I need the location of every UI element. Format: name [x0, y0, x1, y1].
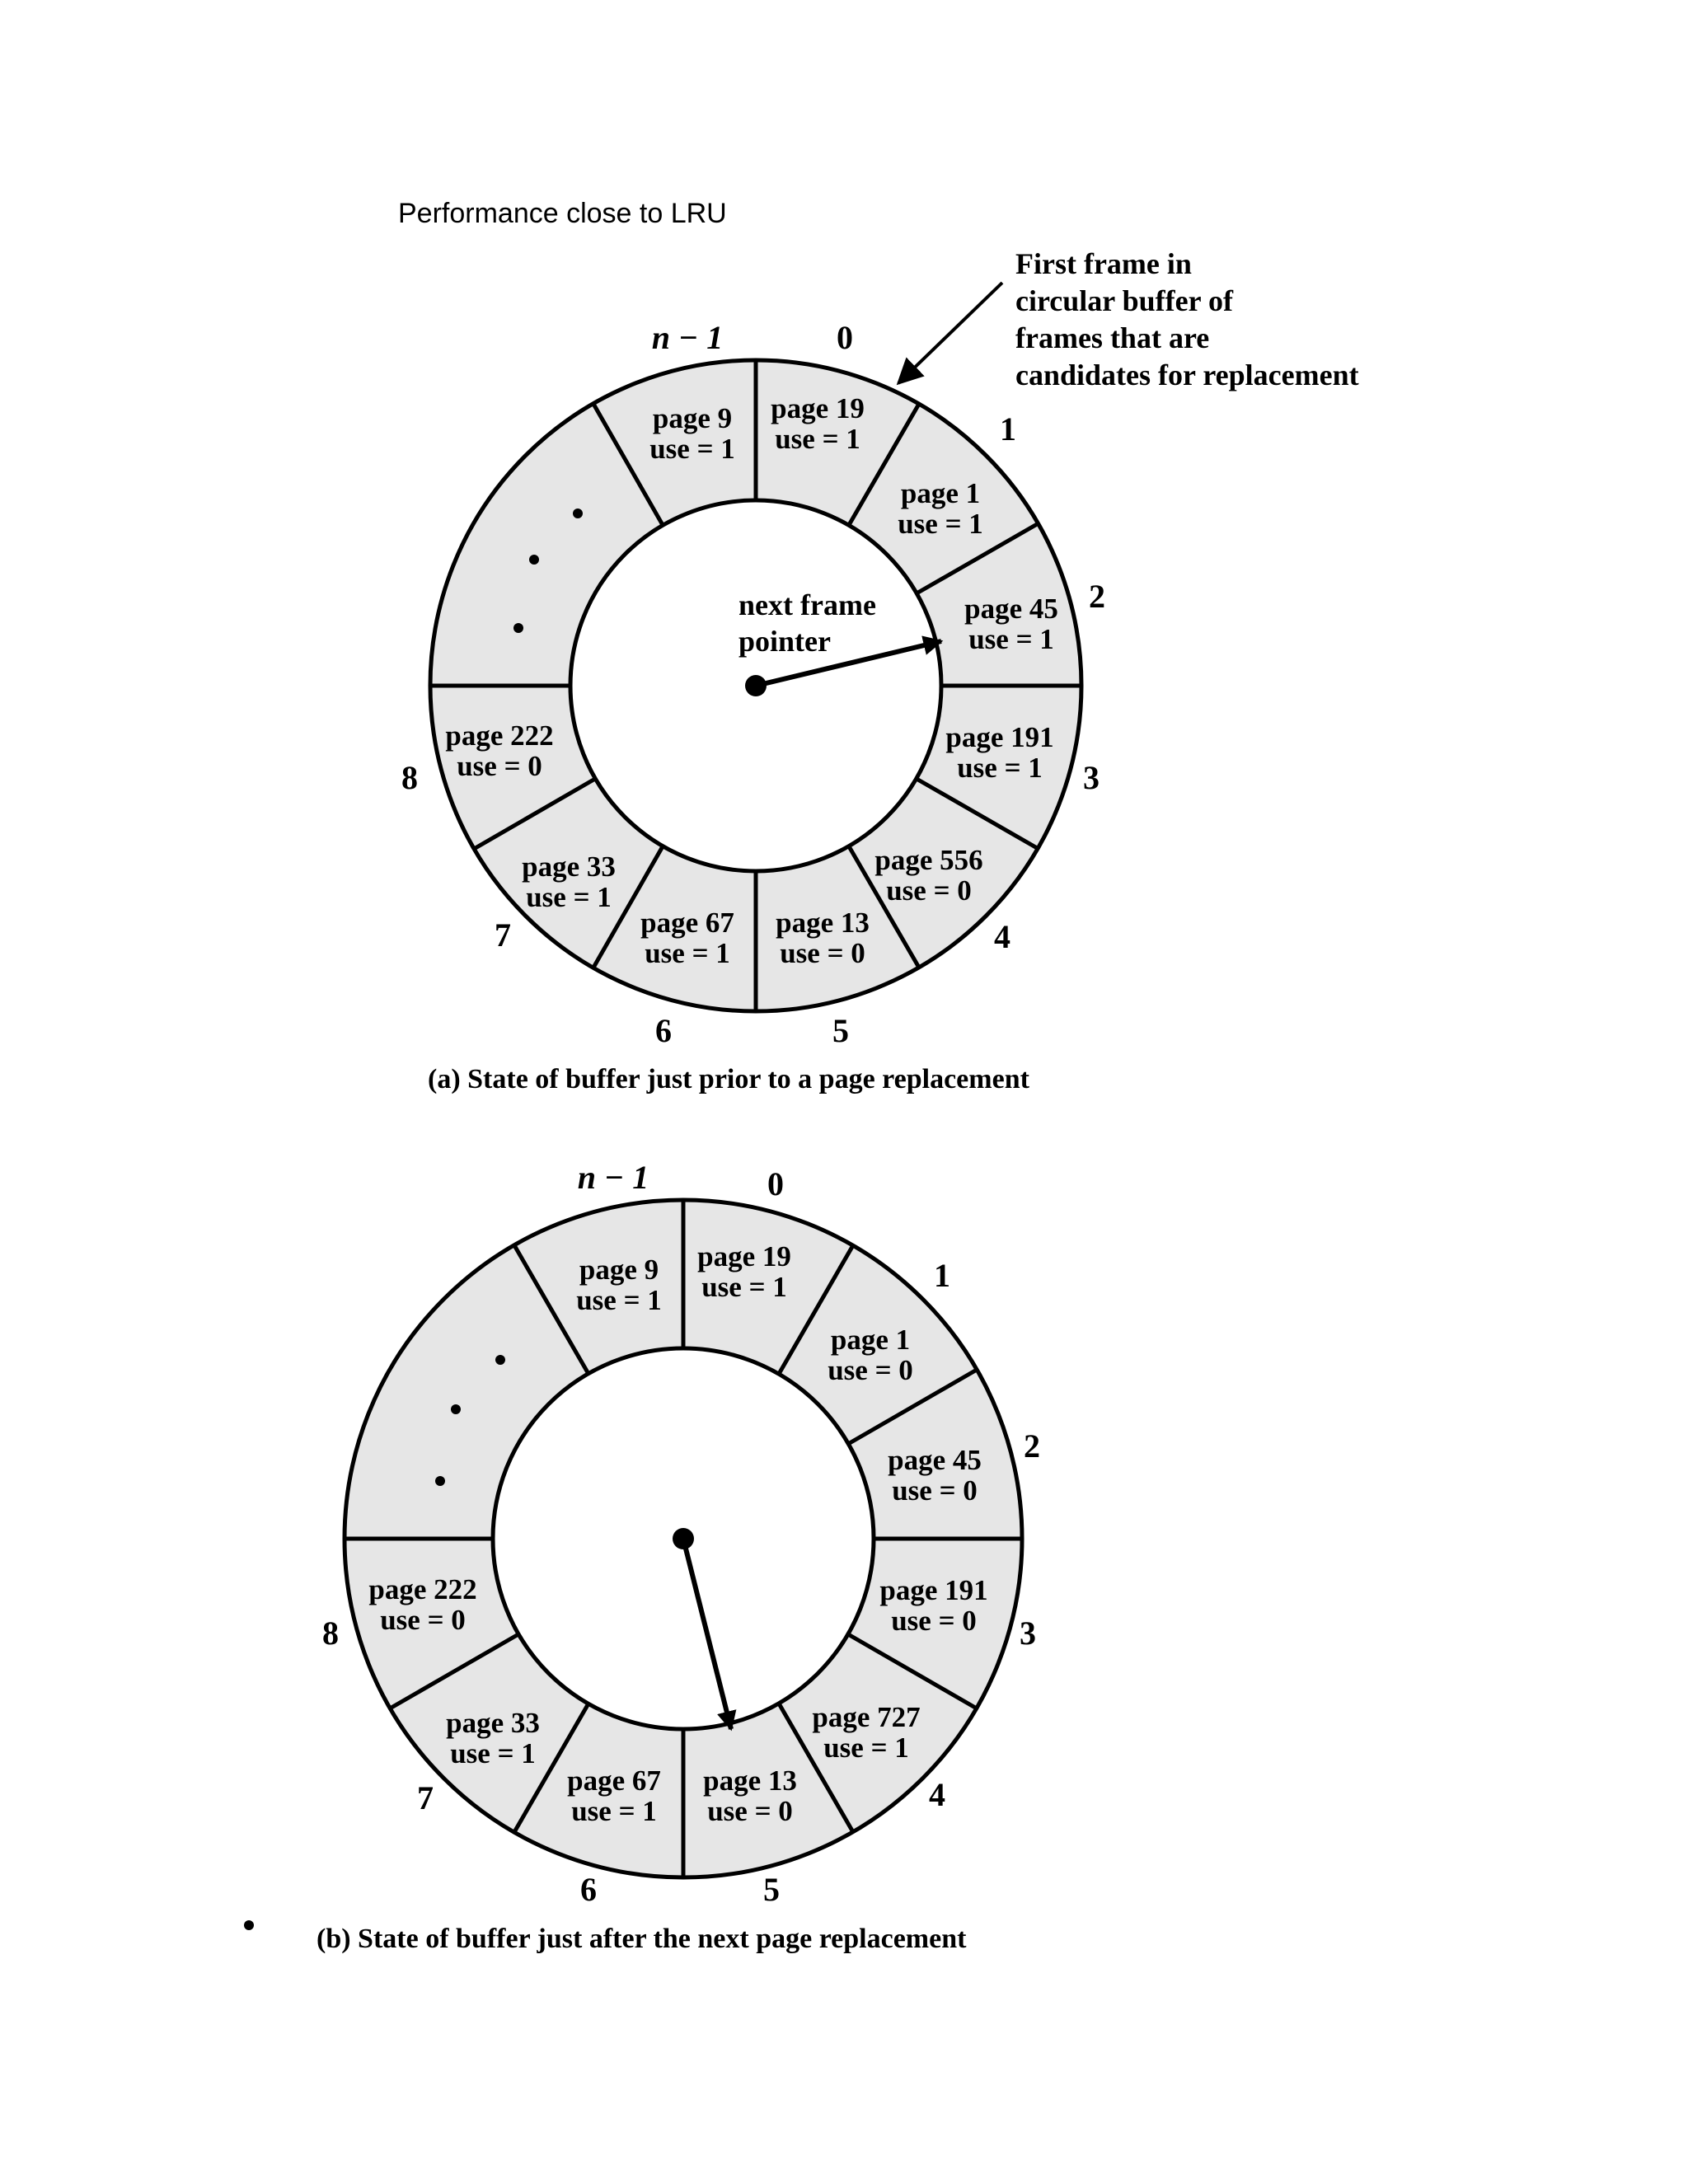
first-frame-note-line-3: frames that are — [1015, 321, 1210, 354]
frame-b-6-page: page 67 — [567, 1765, 661, 1797]
frame-b-3-use: use = 0 — [891, 1605, 977, 1637]
first-frame-note-line-1: First frame in — [1015, 247, 1192, 280]
frame-b-nm1-use: use = 1 — [576, 1284, 662, 1316]
frame-b-2-page: page 45 — [888, 1444, 982, 1476]
index-b-4: 4 — [929, 1776, 945, 1813]
diagram-a-ellipsis-dot — [513, 623, 523, 633]
index-a-0: 0 — [837, 319, 853, 356]
index-a-1: 1 — [1000, 410, 1016, 448]
diagram-b-ellipsis-dot — [435, 1476, 445, 1486]
frame-b-7-use: use = 1 — [450, 1737, 536, 1769]
index-b-7: 7 — [417, 1779, 434, 1816]
index-a-n-minus-1: n − 1 — [651, 319, 724, 356]
frame-b-5-page: page 13 — [703, 1765, 797, 1797]
diagram-a-caption: (a) State of buffer just prior to a page replacement — [428, 1064, 1029, 1094]
index-a-7: 7 — [495, 916, 511, 954]
frame-a-nm1-use: use = 1 — [649, 433, 735, 465]
frame-b-3-page: page 191 — [879, 1574, 988, 1606]
frame-b-nm1-page: page 9 — [579, 1254, 659, 1286]
index-b-0: 0 — [767, 1165, 784, 1202]
frame-a-0-page: page 19 — [771, 392, 865, 424]
frame-a-8-page: page 222 — [445, 719, 554, 752]
first-frame-note-line-2: circular buffer of — [1015, 284, 1233, 317]
index-b-2: 2 — [1024, 1427, 1040, 1465]
index-b-8: 8 — [322, 1615, 339, 1652]
index-b-6: 6 — [580, 1871, 597, 1908]
index-b-n-minus-1: n − 1 — [577, 1159, 649, 1196]
index-b-1: 1 — [934, 1257, 950, 1294]
first-frame-note-line-4: candidates for replacement — [1015, 359, 1359, 391]
frame-a-nm1-page: page 9 — [652, 402, 733, 434]
bullet-marker — [244, 1920, 254, 1930]
frame-a-2-use: use = 1 — [968, 623, 1054, 655]
frame-a-1-use: use = 1 — [898, 508, 983, 540]
diagram-b-ellipsis-dot — [495, 1355, 505, 1365]
frame-b-2-use: use = 0 — [892, 1474, 978, 1507]
index-a-6: 6 — [655, 1012, 672, 1049]
frame-b-4-use: use = 1 — [823, 1732, 909, 1764]
frame-b-0-page: page 19 — [697, 1240, 791, 1272]
index-a-5: 5 — [832, 1012, 849, 1049]
index-a-8: 8 — [401, 759, 418, 796]
frame-a-7-page: page 33 — [522, 851, 616, 883]
frame-a-3-page: page 191 — [945, 721, 1054, 753]
frame-a-5-page: page 13 — [776, 907, 870, 939]
diagram-a-ellipsis-dot — [573, 509, 583, 518]
frame-a-7-use: use = 1 — [526, 881, 612, 913]
frame-a-0-use: use = 1 — [775, 423, 860, 455]
frame-b-4-page: page 727 — [812, 1701, 921, 1733]
frame-b-8-page: page 222 — [368, 1573, 477, 1605]
first-frame-arrow — [898, 283, 1002, 383]
frame-a-5-use: use = 0 — [780, 937, 865, 969]
frame-b-8-use: use = 0 — [380, 1604, 466, 1636]
page-heading: Performance close to LRU — [398, 198, 727, 229]
index-a-4: 4 — [994, 918, 1010, 955]
index-b-5: 5 — [763, 1871, 780, 1908]
frame-a-3-use: use = 1 — [957, 752, 1043, 784]
index-a-2: 2 — [1089, 578, 1105, 615]
pointer-label-line-1: next frame — [738, 588, 876, 621]
frame-b-1-use: use = 0 — [828, 1354, 913, 1386]
index-b-3: 3 — [1020, 1615, 1036, 1652]
frame-a-6-page: page 67 — [640, 907, 734, 939]
frame-b-0-use: use = 1 — [701, 1271, 787, 1303]
diagram-b — [316, 1159, 1040, 1954]
frame-a-4-page: page 556 — [874, 844, 983, 876]
frame-a-1-page: page 1 — [900, 477, 981, 509]
diagram-a-ellipsis-dot — [529, 555, 539, 565]
frame-a-6-use: use = 1 — [645, 937, 730, 969]
index-a-3: 3 — [1083, 759, 1100, 796]
frame-b-7-page: page 33 — [446, 1707, 540, 1739]
frame-a-4-use: use = 0 — [886, 874, 972, 907]
frame-b-1-page: page 1 — [830, 1324, 911, 1356]
frame-a-8-use: use = 0 — [457, 750, 542, 782]
diagram-b-caption: (b) State of buffer just after the next page replacement — [316, 1924, 967, 1954]
diagram-b-ellipsis-dot — [451, 1404, 461, 1414]
pointer-label-line-2: pointer — [738, 625, 831, 658]
frame-a-2-page: page 45 — [964, 593, 1058, 625]
frame-b-6-use: use = 1 — [571, 1795, 657, 1827]
frame-b-5-use: use = 0 — [707, 1795, 793, 1827]
diagram-a — [401, 247, 1359, 1094]
